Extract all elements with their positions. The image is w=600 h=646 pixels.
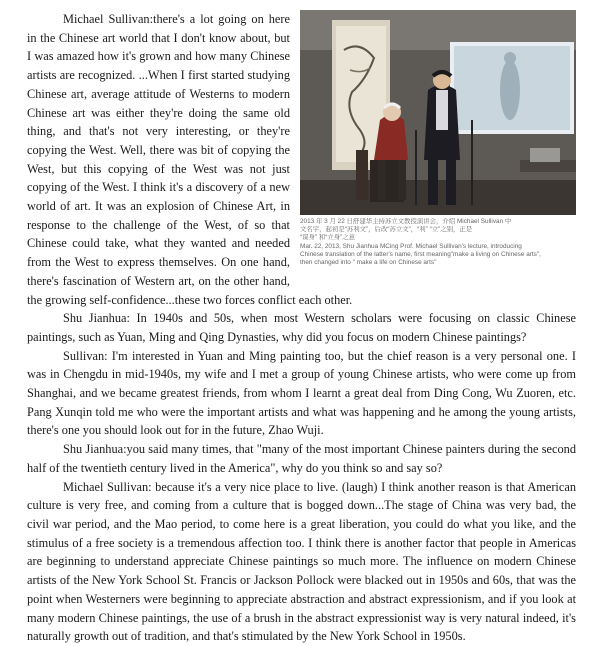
- caption-line: 2013 年 3 月 22 日舒建华主持苏立文教授演讲会，介绍 Michael Sullivan 中: [300, 218, 512, 225]
- paragraph-sullivan-intro: Michael Sullivan:there's a lot going on here in the Chinese art world that I don't know about, but I was amazed how it's grown and how many Chinese artists are recognized. ...When I first started studying Chinese art, average attitude of Westerns to modern Chinese art was either they're doing the same old thing, and that's not very interesting, or they're copying the West. Well, there was bit of copying the West, but this copying of the West was not just copying of the West. I think it's a discovery of a new world of art. It was an explosion of Chinese Art, in response to the challenge of the West, of so that Chinese could take, what they wanted and needed from the West to express themselves. On one hand, there's fascination of Western art, on the other hand, the growing self-confidence...these two forces conflict each other.: [27, 12, 353, 307]
- article-body: [27, 10, 576, 646]
- paragraph-shu-question-2: Shu Jianhua:you said many times, that "many of the most important Chinese painters during the second half of the twentieth century lived in the America", why do you think so and say so?: [27, 442, 576, 475]
- paragraph-shu-question-1: Shu Jianhua: In 1940s and 50s, when most Western scholars were focusing on classic Chinese paintings, such as Yuan, Ming and Qing Dynasties, why did you focus on modern Chinese paintings?: [27, 311, 576, 344]
- paragraph-sullivan-answer-2: Michael Sullivan: because it's a very nice place to live. (laugh) I think another reason is that American culture is very free, and coming from a culture that is bogged down...The stage of China was very bad, the civil war period, and the Mao period, to come here is a great liberation, you could do what you like, and the stimulus of a free society is a tremendous affection too. I think there is another factor that people in Americas are beginning to understand appreciate Chinese paintings so much more. The influence on modern Chinese artists of the New York School St. Francis or Jackson Pollock were blacked out in 1950s and 60s, that was the point when Westerners were beginning to appreciate abstraction and abstract expressionism, and if you look at many modern Chinese paintings, the use of a brush in the abstract expressionist way is very natural indeed, it's naturally growth out of tradition, and that's stimulated by the New York School in 1950s.: [27, 479, 576, 644]
- lecture-photo-icon: [300, 10, 576, 215]
- caption-line: Chinese translation of the latter's name, first meaning"make a living on Chinese arts",: [300, 250, 541, 258]
- caption-line: “谋身” 和“立身”之意: [300, 234, 356, 242]
- lecture-photo: [300, 10, 576, 215]
- photo-caption: [300, 218, 576, 267]
- caption-line: Mar. 22, 2013, Shu Jianhua MCing Prof. Michael Sullivan's lecture, introducing: [300, 242, 522, 250]
- paragraph-sullivan-answer-1: Sullivan: I'm interested in Yuan and Ming painting too, but the chief reason is a very personal one. I was in Chengdu in mid-1940s, my wife and I met a group of young Chinese artists, who were come up from Shanghai, and we became greatest friends, from whom I learnt a great deal from Ding Cong, Wu Zuoren, etc. Pang Xunqin told me who were the important artists and what was happening and he among the young artists, there's one you should look out for in the future, Zhao Wuji.: [27, 348, 576, 438]
- caption-line: then changed into " make a life on Chinese arts": [300, 259, 437, 267]
- caption-line: 文名字，起初是“苏利文”，后改“苏立文”，“利” “立”之别，正是: [300, 226, 473, 234]
- photo-block: [300, 10, 576, 268]
